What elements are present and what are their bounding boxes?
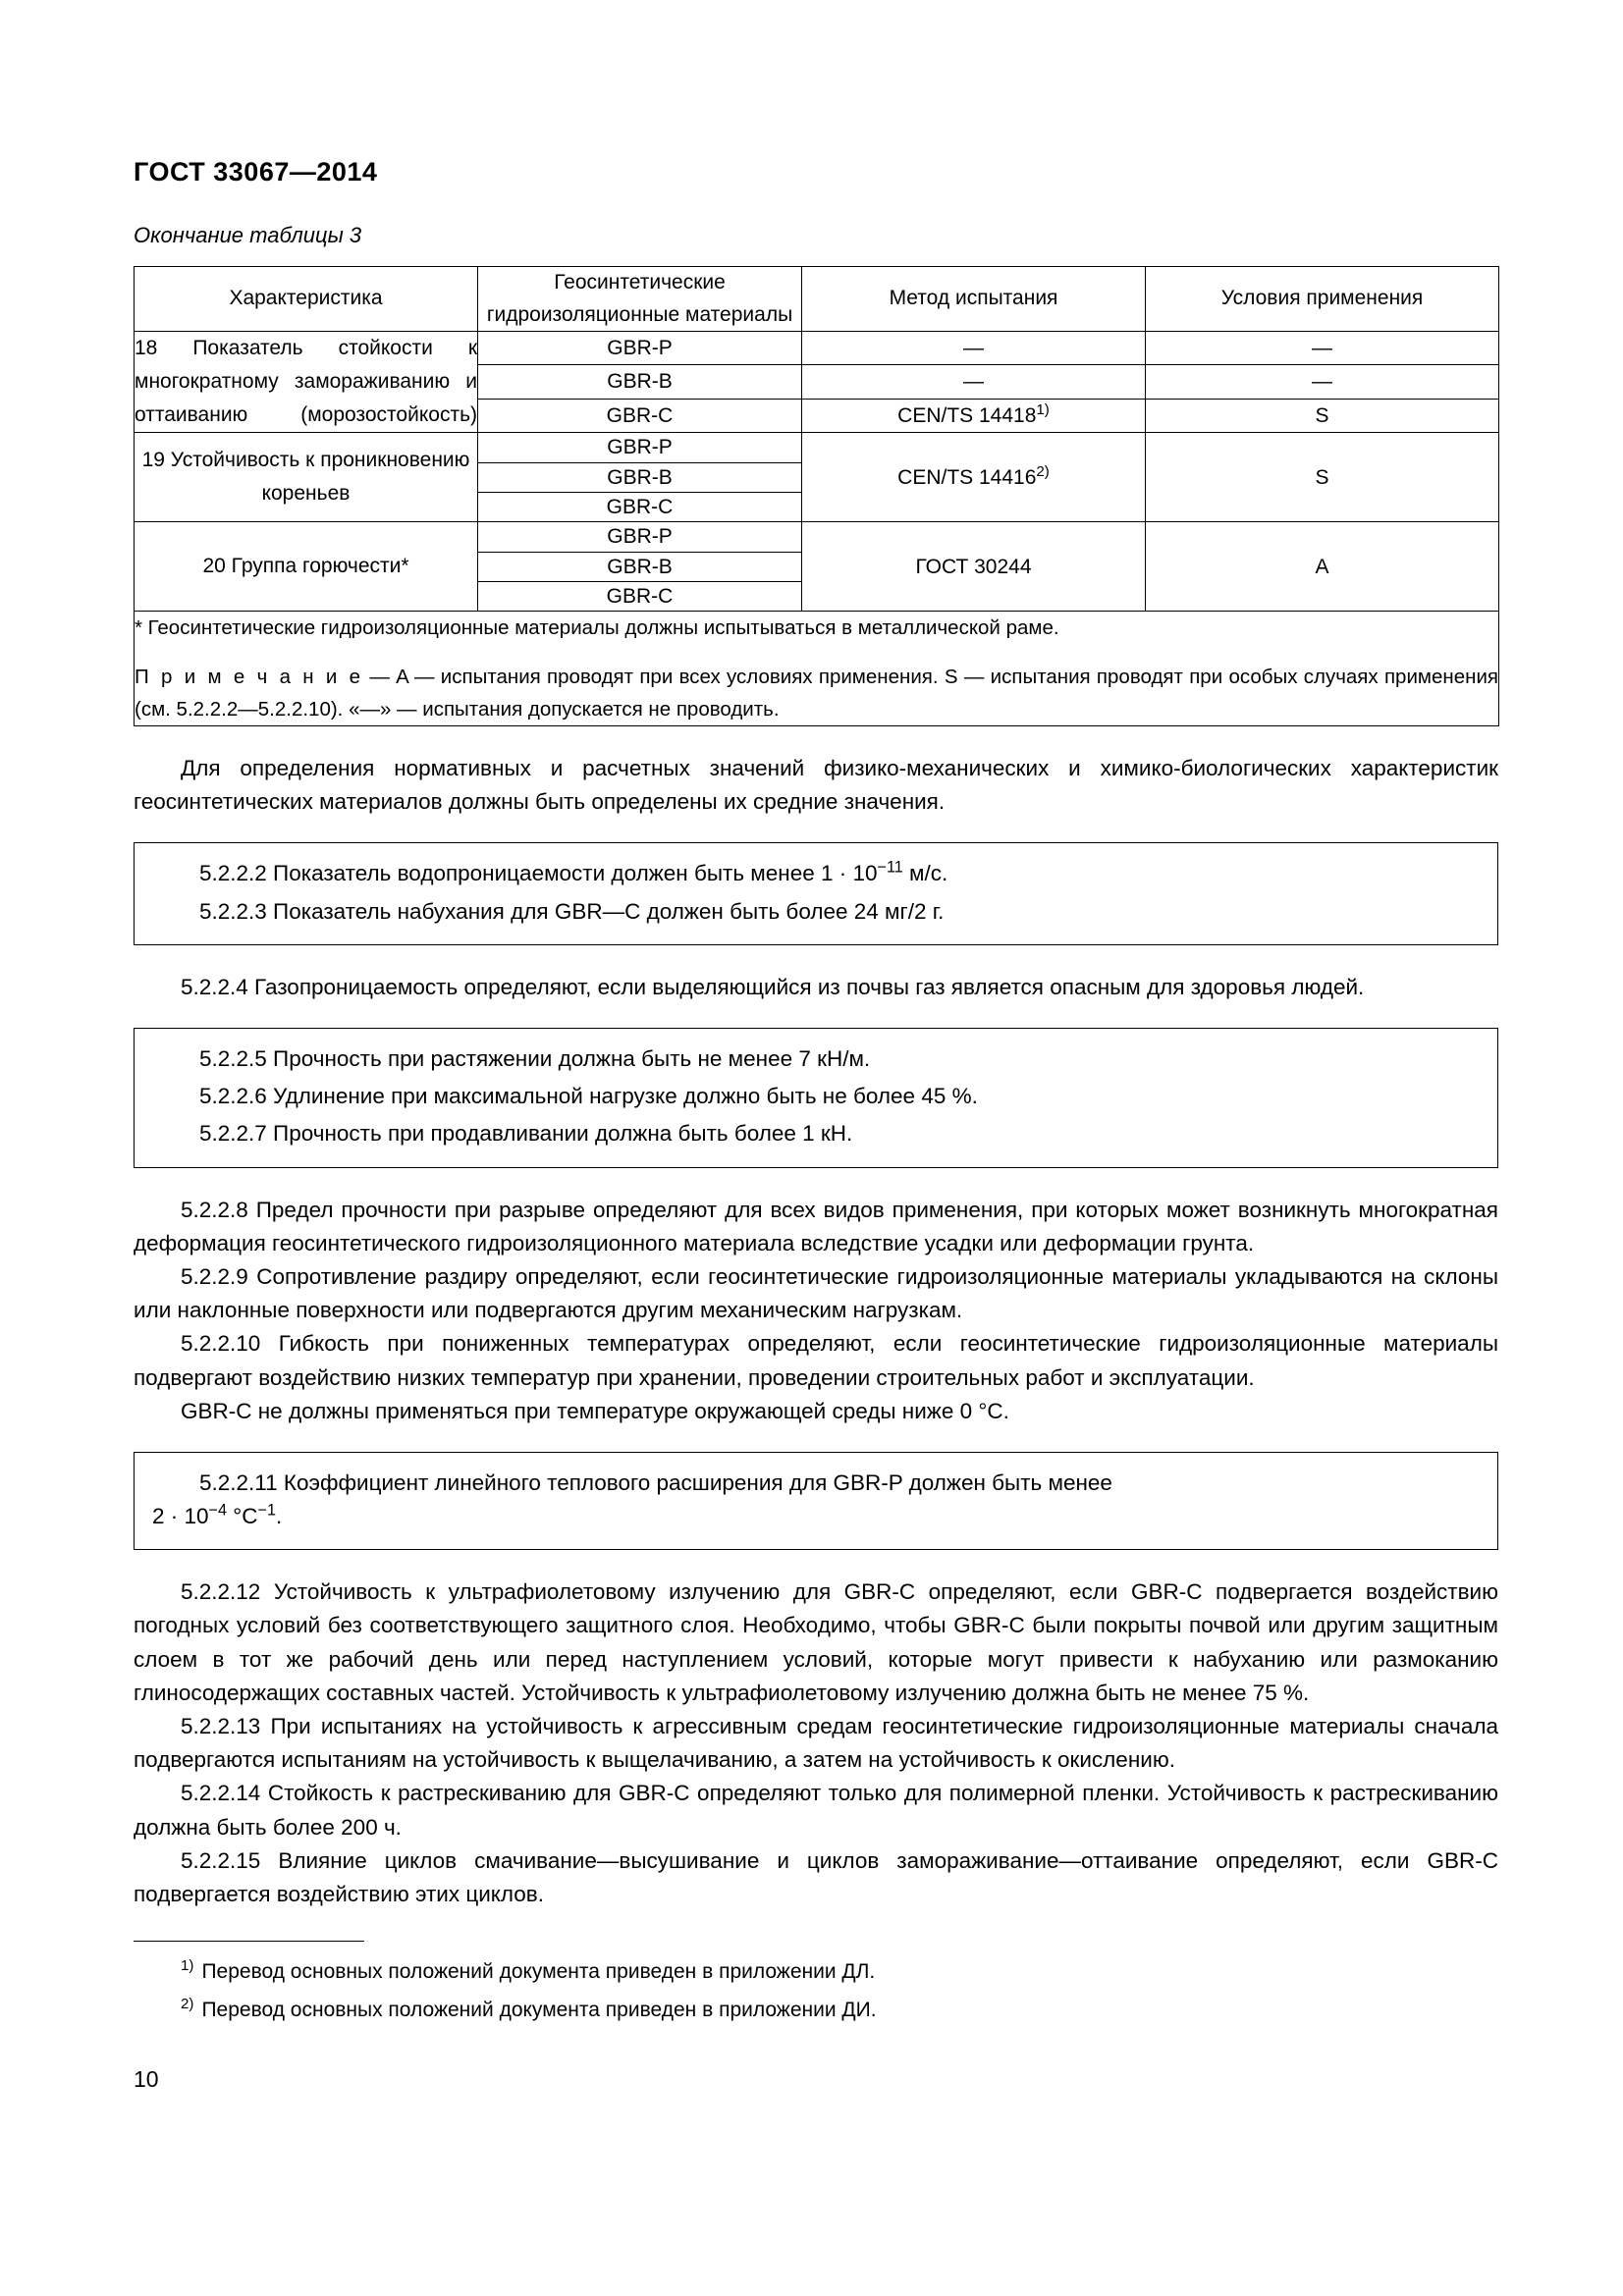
- column-header-characteristic: Характеристика: [135, 267, 478, 332]
- method-text: ГОСТ 30244: [915, 555, 1032, 578]
- clause-5-2-2-2: [152, 857, 1480, 890]
- clause-5-2-2-3-text: 5.2.2.3 Показатель набухания для GBR—C должен быть более 24 мг/2 г.: [199, 898, 945, 924]
- cell-material-18-0: GBR-P: [478, 332, 802, 365]
- cell-material-19-1: GBR-B: [478, 462, 802, 492]
- table-footnote-star: * Геосинтетические гидроизоляционные материалы должны испытываться в металлической раме.: [135, 616, 1059, 640]
- standard-header: ГОСТ 33067—2014: [134, 157, 378, 187]
- cell-condition-18-0: —: [1146, 332, 1499, 365]
- clause-5-2-2-13: [134, 1710, 1498, 1777]
- clause-5-2-2-12: [134, 1575, 1498, 1710]
- clause-5-2-2-14: [134, 1777, 1498, 1843]
- cell-method-19: [802, 433, 1146, 522]
- column-header-material-line2: гидроизоляционные материалы: [486, 302, 793, 326]
- cell-material-20-1: GBR-B: [478, 552, 802, 581]
- clause-5-2-2-7-text: 5.2.2.7 Прочность при продавливании должна быть более 1 кН.: [199, 1121, 853, 1147]
- page-number: 10: [134, 2066, 159, 2093]
- clause-5-2-2-9: [134, 1260, 1498, 1327]
- clause-5-2-2-5: [152, 1042, 1480, 1076]
- footnote-2: [181, 1994, 1498, 2026]
- clause-5-2-2-11-line1: 5.2.2.11 Коэффициент линейного теплового расширения для GBR-P должен быть менее: [199, 1469, 1112, 1495]
- clause-5-2-2-3: [152, 895, 1480, 929]
- table-row: [135, 433, 1499, 462]
- clause-5-2-2-11-period: .: [275, 1504, 283, 1529]
- clause-5-2-2-6-text: 5.2.2.6 Удлинение при максимальной нагрузке должно быть не более 45 %.: [199, 1084, 978, 1109]
- clause-5-2-2-4: [134, 971, 1498, 1004]
- clause-5-2-2-12-text: 5.2.2.12 Устойчивость к ультрафиолетовому излучению для GBR-C определяют, если GBR-C подвергается воздействию погодных условий без соответствующего защитного слоя. Необходимо, чтобы GBR-C были покрыты почвой или другим защитным слоем в тот же рабочий день или перед наступлением условий, которые могут привести к набуханию или размоканию глиносодержащих составных частей. Устойчивость к ультрафиолетовому излучению должна быть не менее 75 %.: [134, 1579, 1498, 1705]
- clause-5-2-2-14-text: 5.2.2.14 Стойкость к растрескиванию для GBR-C определяют только для полимерной пленки. Устойчивость к растрескиванию должна быть более 200 ч.: [134, 1781, 1498, 1840]
- table-row: [135, 522, 1499, 552]
- footnote-2-mark: 2): [181, 1995, 194, 2012]
- clause-5-2-2-5-text: 5.2.2.5 Прочность при растяжении должна быть не менее 7 кН/м.: [199, 1046, 871, 1072]
- clause-5-2-2-10-text: 5.2.2.10 Гибкость при пониженных температурах определяют, если геосинтетические гидроизоляционные материалы подвергают воздействию низких температур при хранении, проведении строительных работ и эксплуатации.: [134, 1331, 1498, 1390]
- cell-material-18-2: GBR-C: [478, 399, 802, 432]
- method-footnote-ref: 1): [1036, 400, 1050, 418]
- table-notes-row: [135, 612, 1499, 726]
- method-footnote-ref: 2): [1036, 462, 1050, 480]
- clause-5-2-2-2-exponent: −11: [877, 858, 903, 877]
- clause-5-2-2-11-unit: °C: [227, 1504, 258, 1529]
- footnote-2-text: Перевод основных положений документа приведен в приложении ДИ.: [201, 1998, 877, 2021]
- paragraph-intro-text: Для определения нормативных и расчетных значений физико-механических и химико-биологических характеристик геосинтетических материалов должны быть определены их средние значения.: [134, 756, 1498, 815]
- clause-5-2-2-9-text: 5.2.2.9 Сопротивление раздиру определяют, если геосинтетические гидроизоляционные материалы укладываются на склоны или наклонные поверхности или подвергаются другим механическим нагрузкам.: [134, 1263, 1498, 1323]
- page-content: [134, 0, 1498, 2093]
- cell-characteristic-19: 19 Устойчивость к проникновению кореньев: [135, 433, 478, 522]
- table-caption: Окончание таблицы 3: [134, 223, 362, 247]
- clause-5-2-2-2-prefix: 5.2.2.2 Показатель водопроницаемости должен быть менее 1 · 10: [199, 861, 878, 886]
- method-text: CEN/TS 14416: [897, 465, 1037, 489]
- clause-5-2-2-11-exponent-1: −4: [208, 1501, 228, 1520]
- cell-material-18-1: GBR-B: [478, 365, 802, 399]
- clause-5-2-2-11-value-prefix: 2 · 10: [152, 1504, 209, 1529]
- framed-box-52211: [134, 1452, 1498, 1550]
- footnote-1: [181, 1955, 1498, 1988]
- table-note-text: — A — испытания проводят при всех условиях применения. S — испытания проводят при особых случаях применения (см. 5.2.2.2—5.2.2.10). «—» — испытания допускается не проводить.: [135, 665, 1498, 721]
- clause-5-2-2-15: [134, 1844, 1498, 1911]
- column-header-conditions: Условия применения: [1146, 267, 1499, 332]
- clause-5-2-2-4-text: 5.2.2.4 Газопроницаемость определяют, если выделяющийся из почвы газ является опасным для здоровья людей.: [181, 974, 1365, 999]
- cell-material-19-0: GBR-P: [478, 433, 802, 462]
- cell-material-20-2: GBR-C: [478, 582, 802, 612]
- paragraph-gbr-c-temperature-text: GBR-C не должны применяться при температуре окружающей среды ниже 0 °C.: [181, 1398, 1009, 1423]
- characteristics-table: [134, 266, 1499, 726]
- cell-material-20-0: GBR-P: [478, 522, 802, 552]
- cell-condition-18-2: S: [1146, 399, 1499, 432]
- clause-5-2-2-8-text: 5.2.2.8 Предел прочности при разрыве определяют для всех видов применения, при которых может возникнуть многократная деформация геосинтетического гидроизоляционного материала вследствие усадки или деформации грунта.: [134, 1197, 1498, 1255]
- column-header-material-line1: Геосинтетические: [554, 271, 726, 294]
- table-header-row: [135, 267, 1499, 332]
- footnote-1-mark: 1): [181, 1957, 194, 1975]
- clause-5-2-2-11: [152, 1467, 1480, 1533]
- framed-box-5225-5227: [134, 1028, 1498, 1168]
- cell-method-18-1: —: [802, 365, 1146, 399]
- clause-5-2-2-6: [152, 1080, 1480, 1113]
- clause-5-2-2-15-text: 5.2.2.15 Влияние циклов смачивание—высушивание и циклов замораживание—оттаивание определяют, если GBR-C подвергается воздействию этих циклов.: [134, 1847, 1498, 1906]
- footnote-1-text: Перевод основных положений документа приведен в приложении ДЛ.: [201, 1960, 876, 1984]
- table-row: [135, 332, 1499, 365]
- method-text: CEN/TS 14418: [897, 403, 1037, 427]
- footnote-separator-rule: [134, 1941, 364, 1942]
- cell-condition-18-1: —: [1146, 365, 1499, 399]
- cell-characteristic-20: 20 Группа горючести*: [135, 522, 478, 612]
- cell-condition-19: S: [1146, 433, 1499, 522]
- table-notes-cell: [135, 612, 1499, 726]
- clause-5-2-2-8: [134, 1194, 1498, 1260]
- framed-box-5222-5223: [134, 842, 1498, 944]
- paragraph-gbr-c-temperature: [134, 1395, 1498, 1428]
- table-note: [135, 661, 1498, 725]
- column-header-method: Метод испытания: [802, 267, 1146, 332]
- clause-5-2-2-2-suffix: м/с.: [902, 861, 948, 886]
- column-header-material: [478, 267, 802, 332]
- clause-5-2-2-10: [134, 1327, 1498, 1394]
- page-footnotes: [134, 1941, 1498, 2025]
- clause-5-2-2-7: [152, 1117, 1480, 1150]
- clause-5-2-2-11-exponent-2: −1: [257, 1501, 276, 1520]
- cell-method-18-2: [802, 399, 1146, 432]
- table-note-label: П р и м е ч а н и е: [135, 665, 364, 688]
- cell-method-20: [802, 522, 1146, 612]
- paragraph-intro: [134, 752, 1498, 819]
- cell-material-19-2: GBR-C: [478, 492, 802, 521]
- cell-characteristic-18: 18 Показатель стойкости к многократному замораживанию и оттаиванию (морозостойкость): [135, 332, 478, 433]
- cell-method-18-0: —: [802, 332, 1146, 365]
- cell-condition-20: A: [1146, 522, 1499, 612]
- clause-5-2-2-13-text: 5.2.2.13 При испытаниях на устойчивость к агрессивным средам геосинтетические гидроизоляционные материалы сначала подвергаются испытаниям на устойчивость к выщелачиванию, а затем на устойчивость к окислению.: [134, 1714, 1498, 1773]
